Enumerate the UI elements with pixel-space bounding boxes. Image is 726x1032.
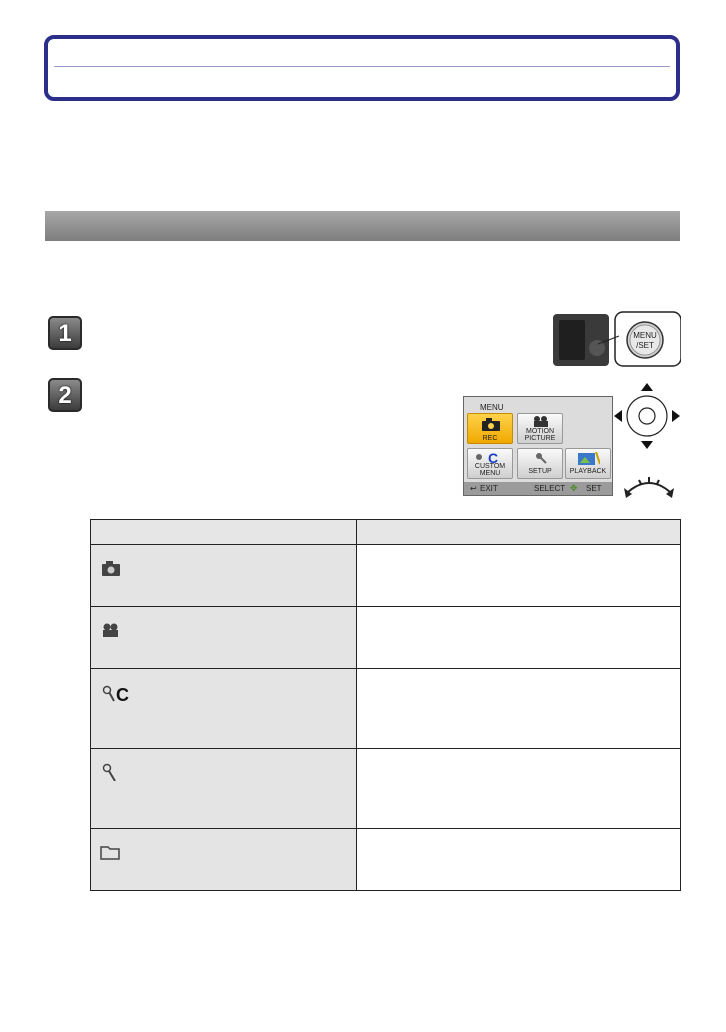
step-1-badge (48, 316, 82, 350)
table-header-cell-right (357, 520, 681, 545)
motion-label: MOTION (526, 428, 554, 435)
step-1-number: 1 (58, 320, 72, 347)
menu-screen-footer (464, 482, 612, 495)
svg-text:C: C (488, 451, 499, 464)
menu-screen-title: MENU (480, 403, 504, 412)
table-cell-menu (91, 749, 357, 829)
table-cell-menu (91, 829, 357, 891)
movie-camera-icon (533, 416, 549, 427)
table-cell-description (357, 607, 681, 669)
table-row (91, 749, 681, 829)
camera-icon (100, 559, 124, 577)
menu-tile-playback-label: PLAYBACK (569, 468, 607, 475)
footer-select-label: SELECT (534, 484, 566, 493)
camera-menu-button-illustration (553, 310, 681, 368)
table-header-cell-left (91, 520, 357, 545)
movie-camera-icon (100, 621, 124, 639)
table-row (91, 545, 681, 607)
dial-small-icon: ✥ (570, 483, 578, 493)
picture-label: PICTURE (524, 435, 556, 442)
section-header-bar (45, 211, 680, 241)
title-divider (54, 66, 670, 67)
menu-tile-setup-label: SETUP (528, 468, 552, 475)
footer-exit-label: EXIT (480, 484, 498, 493)
folder-icon (100, 843, 124, 861)
menu-tile-custom-menu-label (468, 463, 512, 477)
menu-table (90, 519, 681, 891)
table-row (91, 829, 681, 891)
menu-set-label-2: /SET (636, 341, 654, 350)
step-2-number: 2 (58, 382, 72, 409)
svg-text:C: C (116, 685, 129, 705)
table-row (91, 669, 681, 749)
menu-set-label-1: MENU (633, 331, 657, 340)
wrench-icon (535, 452, 547, 464)
table-cell-menu (91, 607, 357, 669)
custom-label: CUSTOM (474, 463, 506, 470)
table-cell-description (357, 749, 681, 829)
footer-set-label: SET (586, 484, 602, 493)
menu-tile-rec[interactable] (467, 413, 513, 444)
table-cell-description (357, 545, 681, 607)
menu-tile-setup[interactable] (517, 448, 563, 479)
menu-tile-rec-label: REC (482, 435, 498, 442)
table-cell-description (357, 829, 681, 891)
table-row (91, 607, 681, 669)
table-cell-menu (91, 669, 357, 749)
table-cell-description (357, 669, 681, 749)
rear-dial-icon (624, 474, 674, 504)
table-header-row (91, 520, 681, 545)
camera-menu-screen (463, 396, 613, 496)
menu-tile-motion-picture[interactable] (517, 413, 563, 444)
camera-icon (482, 418, 500, 431)
menu-tile-playback[interactable] (565, 448, 611, 479)
step-2-badge (48, 378, 82, 412)
wrench-icon (100, 763, 124, 781)
cursor-buttons-icon (614, 383, 680, 449)
table-cell-menu (91, 545, 357, 607)
menu-tile-motion-picture-label (518, 428, 562, 442)
menu-tile-custom-menu[interactable] (467, 448, 513, 479)
exit-icon: ↩ (470, 484, 477, 493)
menu-label: MENU (479, 470, 501, 477)
playback-icon (578, 452, 600, 465)
title-frame (44, 35, 680, 101)
custom-menu-icon (100, 683, 136, 705)
